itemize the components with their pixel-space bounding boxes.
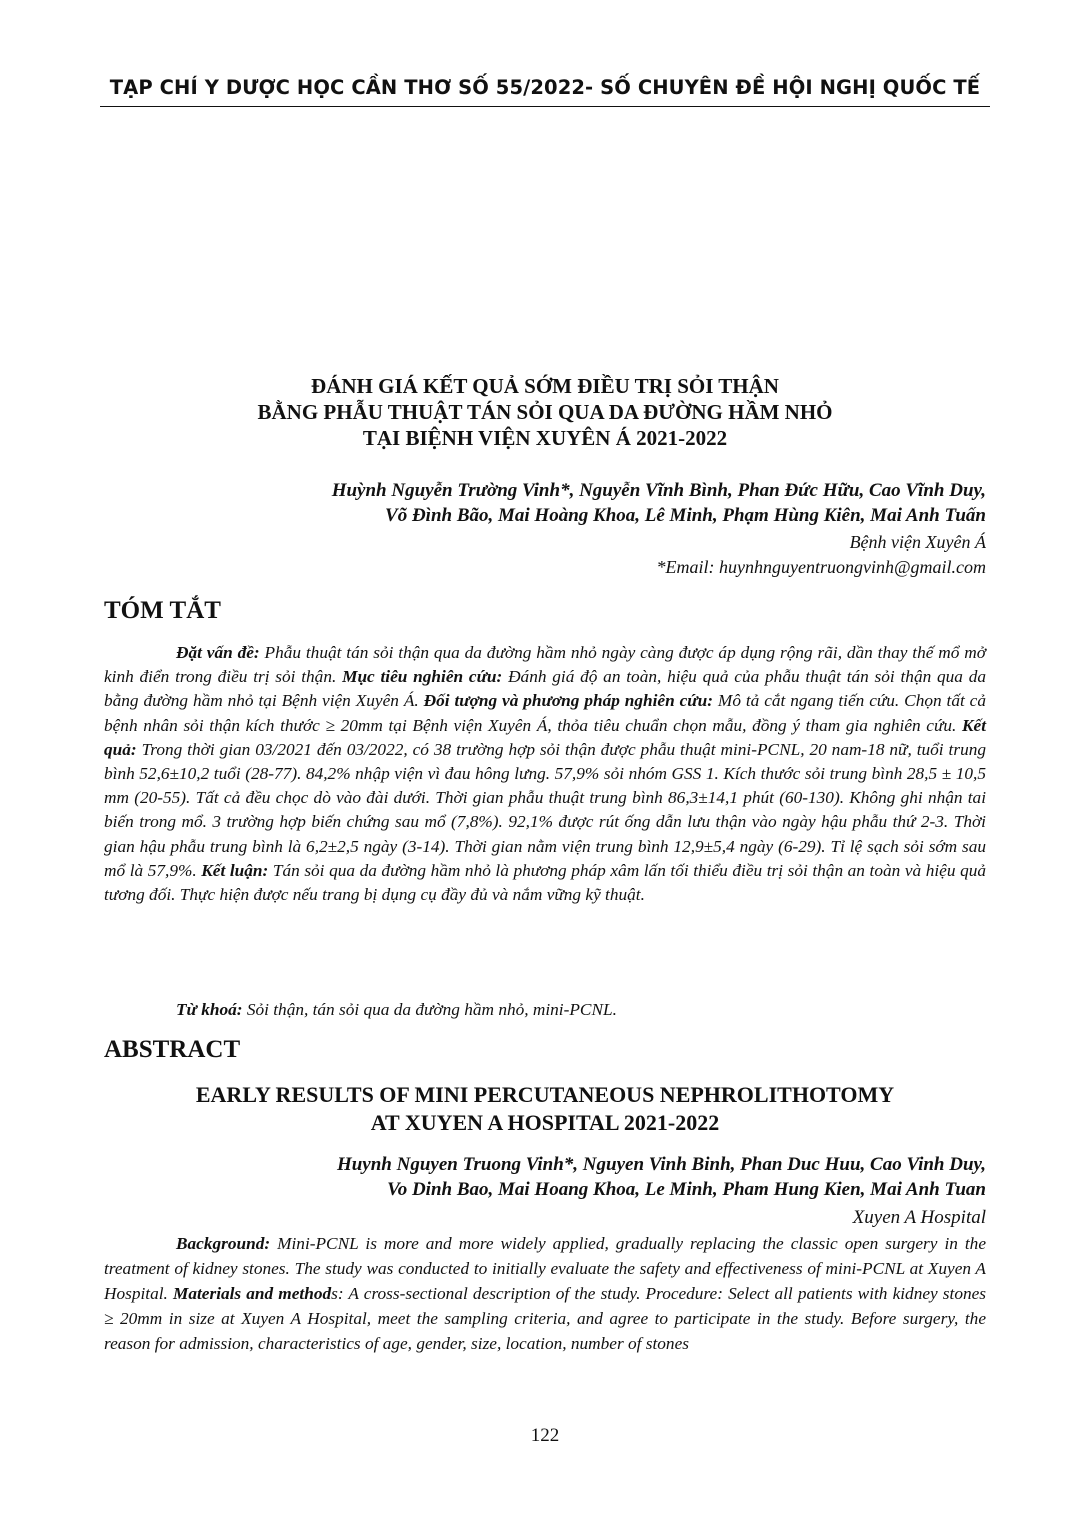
header-rule — [100, 106, 990, 107]
en-background-label: Background: — [176, 1234, 271, 1253]
vn-background-label: Đặt vấn đề: — [176, 643, 260, 662]
en-abstract-heading: ABSTRACT — [104, 1036, 241, 1063]
en-affiliation-block — [96, 1205, 986, 1230]
vn-keywords-label: Từ khoá: — [176, 1000, 243, 1019]
vn-methods-label: Đối tượng và phương pháp nghiên cứu: — [423, 691, 714, 711]
en-background-text: Mini-PCNL is more and more widely applied, gradually replacing the classic open surgery in the treatment of kidney stones. The study was conducted to initially evaluate the safety and effectiveness of mini-PCNL at Xuyen A Hospital. — [104, 1234, 986, 1303]
en-title-line: AT XUYEN A HOSPITAL 2021-2022 — [370, 1110, 720, 1135]
vn-affiliation-block — [96, 530, 986, 580]
vn-methods-text: Mô tả cắt ngang tiến cứu. Chọn tất cả bệnh nhân sỏi thận kích thước ≥ 20mm tại Bệnh viện Xuyên Á, thỏa tiêu chuẩn chọn mẫu, đồng ý tham gia nghiên cứu. — [104, 691, 986, 735]
en-author-line: Vo Dinh Bao, Mai Hoang Khoa, Le Minh, Pham Hung Kien, Mai Anh Tuan — [387, 1179, 986, 1200]
vn-conclusion-label: Kết luận: — [201, 860, 269, 880]
vn-summary-heading: TÓM TẮT — [104, 597, 221, 624]
en-title — [100, 1081, 990, 1137]
journal-header: TẠP CHÍ Y DƯỢC HỌC CẦN THƠ SỐ 55/2022- SỐ CHUYÊN ĐỀ HỘI NGHỊ QUỐC TẾ — [109, 76, 981, 99]
vn-background-text: Phẫu thuật tán sỏi thận qua da đường hầm nhỏ ngày càng được áp dụng rộng rãi, dần thay thế mổ mở kinh điển trong điều trị sỏi thận. — [104, 643, 986, 687]
vn-author-line: Võ Đình Bão, Mai Hoàng Khoa, Lê Minh, Phạm Hùng Kiên, Mai Anh Tuấn — [385, 505, 986, 526]
vn-affiliation: Bệnh viện Xuyên Á — [849, 532, 986, 552]
vn-authors — [96, 478, 986, 528]
en-methods-text: s: A cross-sectional description of the study. Procedure: Select all patients with kidney stones ≥ 20mm in size at Xuyen A Hospital, meet the sampling criteria, and agree to participate in the study. Before surgery, the reason for admission, characteristics of age, gender, size, location, number of stones — [104, 1284, 986, 1353]
en-authors — [96, 1152, 986, 1202]
vn-title — [100, 373, 990, 451]
vn-email: *Email: huynhnguyentruongvinh@gmail.com — [656, 557, 986, 577]
vn-keywords — [176, 1000, 617, 1020]
vn-objective-text: Đánh giá độ an toàn, hiệu quả của phẫu thuật tán sỏi thận qua da bằng đường hầm nhỏ tại Bệnh viện Xuyên Á. — [104, 667, 986, 711]
vn-author-line: Huỳnh Nguyễn Trường Vinh*, Nguyễn Vĩnh Bình, Phan Đức Hữu, Cao Vĩnh Duy, — [331, 480, 986, 501]
en-author-line: Huynh Nguyen Truong Vinh*, Nguyen Vinh Binh, Phan Duc Huu, Cao Vinh Duy, — [336, 1154, 986, 1175]
vn-title-line: ĐÁNH GIÁ KẾT QUẢ SỚM ĐIỀU TRỊ SỎI THẬN — [311, 374, 779, 398]
vn-results-label: Kết quả: — [104, 715, 986, 759]
en-title-line: EARLY RESULTS OF MINI PERCUTANEOUS NEPHROLITHOTOMY — [195, 1082, 895, 1107]
vn-results-text: Trong thời gian 03/2021 đến 03/2022, có 38 trường hợp sỏi thận được phẫu thuật mini-PCNL, 20 nam-18 nữ, tuổi trung bình 52,6±10,2 tuổi (28-77). 84,2% nhập viện vì đau hông lưng. 57,9% sỏi nhóm GSS 1. Kích thước sỏi trung bình 28,5 ± 10,5 mm (20-55). Tất cả đều chọc dò vào đài dưới. Thời gian phẫu thuật trung bình 86,3±14,1 phút (60-130). Không ghi nhận tai biến trong mổ. 3 trường hợp biến chứng sau mổ (7,8%). 92,1% được rút ống dẫn lưu thận vào ngày hậu phẫu thứ 2-3. Thời gian hậu phẫu trung bình là 6,2±2,5 ngày (3-14). Thời gian nằm viện trung bình 12,9±5,4 ngày (6-29). Tỉ lệ sạch sỏi sớm sau mổ là 57,9%. — [104, 739, 986, 880]
en-methods-label: Materials and method — [172, 1284, 332, 1303]
en-abstract-text — [104, 1231, 986, 1356]
vn-conclusion-text: Tán sỏi qua da đường hầm nhỏ là phương pháp xâm lấn tối thiểu điều trị sỏi thận an toàn và hiệu quả tương đối. Thực hiện được nếu trang bị dụng cụ đầy đủ và nắm vững kỹ thuật. — [104, 860, 986, 905]
vn-objective-label: Mục tiêu nghiên cứu: — [342, 667, 503, 687]
vn-title-line: TẠI BIỆNH VIỆN XUYÊN Á 2021-2022 — [362, 426, 728, 450]
en-affiliation: Xuyen A Hospital — [852, 1207, 986, 1228]
vn-summary-text — [104, 641, 986, 907]
vn-keywords-text: Sỏi thận, tán sỏi qua da đường hầm nhỏ, mini-PCNL. — [242, 1000, 617, 1019]
page-number: 122 — [530, 1425, 560, 1446]
vn-title-line: BẰNG PHẪU THUẬT TÁN SỎI QUA DA ĐƯỜNG HẦM NHỎ — [257, 400, 833, 424]
